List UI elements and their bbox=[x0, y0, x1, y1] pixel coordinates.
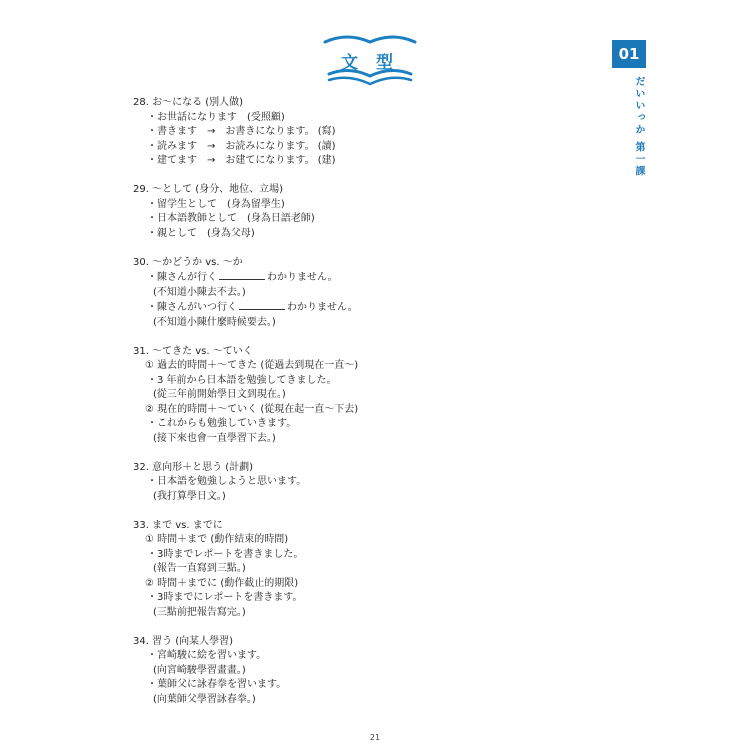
translation-line: (不知道小陳什麼時候要去。) bbox=[153, 316, 276, 328]
page-number: 21 bbox=[369, 733, 381, 742]
example-line: ・宮崎駿に絵を習います。 bbox=[147, 650, 267, 661]
grammar-section-28 bbox=[133, 96, 573, 169]
example-line: ・書きます → お書きになります。 (寫) bbox=[147, 126, 336, 137]
grammar-section-30 bbox=[133, 256, 573, 331]
example-text: ・陳さんが行く bbox=[147, 272, 217, 283]
example-line: ・3 年前から日本語を勉強してきました。 bbox=[147, 374, 337, 386]
section-title: 文 型 bbox=[341, 53, 399, 73]
grammar-section-32 bbox=[133, 461, 573, 505]
example-line: ・葉師父に詠春拳を習います。 bbox=[147, 679, 287, 690]
example-line: ・これからも勉強していきます。 bbox=[147, 418, 297, 429]
section-heading: 33. まで vs. までに bbox=[133, 519, 223, 531]
section-heading: 32. 意向形＋と思う (計劃) bbox=[133, 461, 254, 473]
numbered-rule: ② 現在的時間＋～ていく (從現在起一直～下去) bbox=[145, 403, 359, 415]
translation-line: (從三年前開始學日文到現在。) bbox=[153, 389, 286, 400]
numbered-rule: ① 過去的時間＋～てきた (從過去到現在一直～) bbox=[145, 360, 359, 371]
section-heading: 30. ～かどうか vs. ～か bbox=[133, 256, 243, 268]
grammar-content bbox=[133, 96, 573, 722]
section-heading: 34. 習う (向某人學習) bbox=[133, 635, 234, 647]
example-line bbox=[133, 300, 573, 316]
section-heading: 28. お～になる (別人做) bbox=[133, 97, 244, 108]
example-text: わかりません。 bbox=[287, 302, 358, 313]
numbered-rule: ② 時間＋までに (動作截止的期限) bbox=[145, 577, 299, 589]
section-heading: 31. ～てきた vs. ～ていく bbox=[133, 345, 253, 357]
example-text: ・陳さんがいつ行く bbox=[147, 302, 237, 313]
translation-line: (接下來也會一直學習下去。) bbox=[153, 432, 276, 444]
example-line: ・日本語教師として (身為日語老師) bbox=[147, 213, 315, 224]
translation-line: (向葉師父學習詠春拳。) bbox=[153, 693, 256, 705]
translation-line: (向宮崎駿學習畫畫。) bbox=[153, 664, 246, 676]
section-heading: 29. ～として (身分、地位、立場) bbox=[133, 184, 284, 195]
example-line bbox=[133, 270, 573, 286]
numbered-rule: ① 時間＋まで (動作結束的時間) bbox=[145, 534, 289, 545]
translation-line: (報告一直寫到三點。) bbox=[153, 563, 246, 574]
chapter-title: だいいっか 第一課 bbox=[633, 76, 644, 178]
grammar-section-31 bbox=[133, 345, 573, 447]
grammar-section-34 bbox=[133, 635, 573, 708]
chapter-number: 01 bbox=[612, 40, 646, 68]
fill-in-blank bbox=[239, 300, 285, 310]
grammar-section-29 bbox=[133, 183, 573, 241]
example-line: ・読みます → お読みになります。 (讀) bbox=[147, 140, 336, 152]
example-line: ・お世話になります (受照顧) bbox=[147, 111, 285, 123]
section-header bbox=[323, 34, 417, 92]
example-text: わかりません。 bbox=[267, 272, 338, 283]
chapter-tab bbox=[612, 40, 646, 177]
grammar-section-33 bbox=[133, 519, 573, 621]
translation-line: (三點前把報告寫完。) bbox=[153, 606, 246, 618]
translation-line: (不知道小陳去不去。) bbox=[153, 286, 246, 298]
example-line: ・親として (身為父母) bbox=[147, 227, 255, 239]
example-line: ・3時までにレポートを書きます。 bbox=[147, 592, 303, 603]
translation-line: (我打算學日文。) bbox=[153, 490, 226, 502]
example-line: ・3時までレポートを書きました。 bbox=[147, 548, 304, 560]
example-line: ・日本語を勉強しようと思います。 bbox=[147, 476, 307, 487]
example-line: ・建てます → お建てになります。 (建) bbox=[147, 155, 336, 166]
fill-in-blank bbox=[219, 270, 265, 280]
example-line: ・留学生として (身為留學生) bbox=[147, 198, 285, 210]
